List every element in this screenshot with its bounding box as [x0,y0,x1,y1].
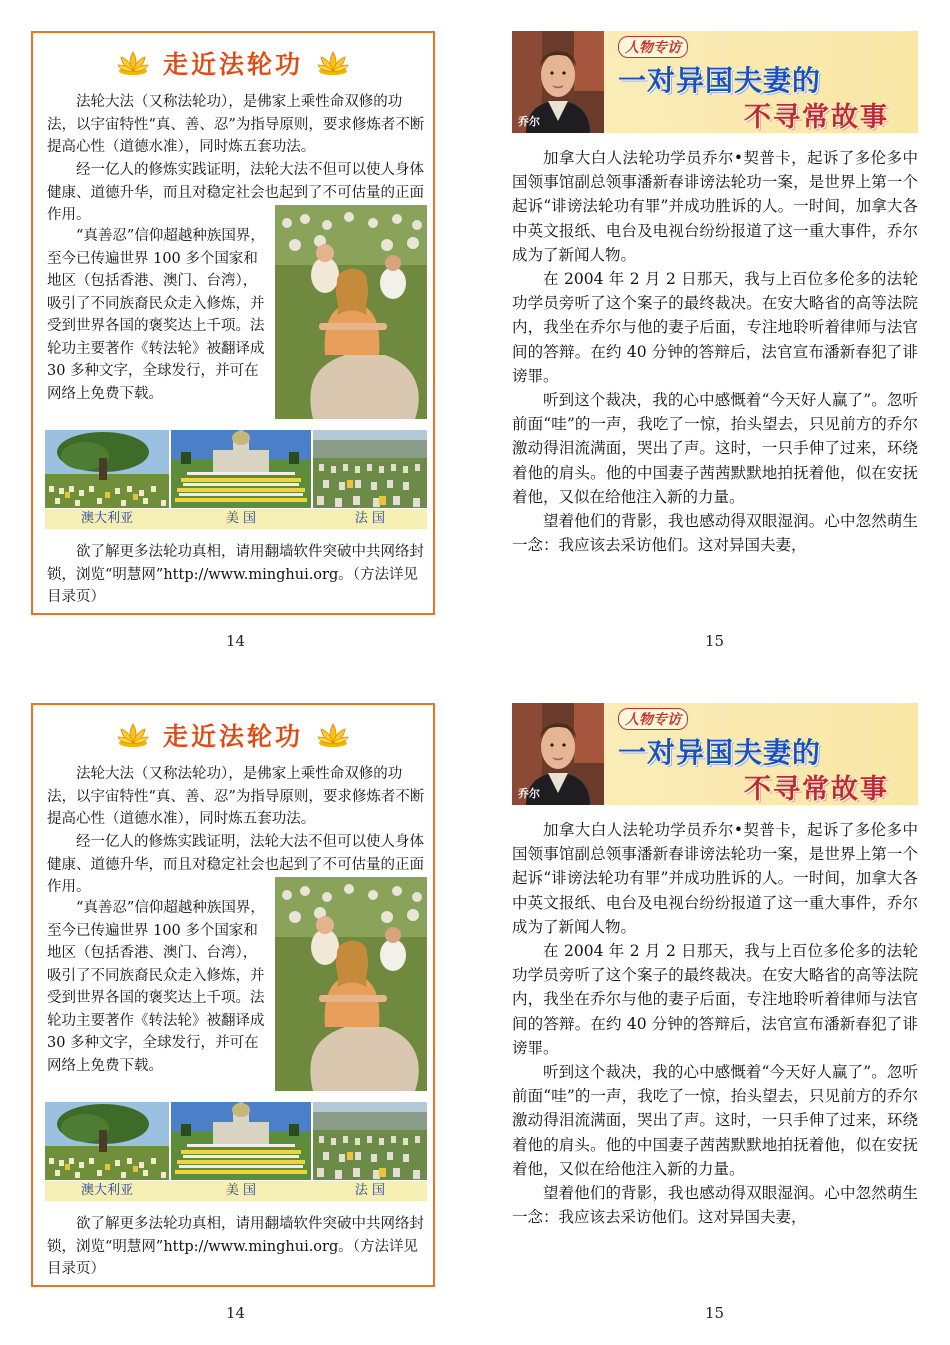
photo-caption-bar [45,509,427,529]
intro-paragraph: 法轮大法（又称法轮功），是佛家上乘性命双修的功法，以宇宙特性“真、善、忍”为指导原则，要求修炼者不断提高心性（道德水准），同时炼五套功法。 [47,766,425,827]
world-photos-strip [45,1102,427,1202]
spread-paragraph: “真善忍”信仰超越种族国界，至今已传遍世界 100 多个国家和地区（包括香港、澳门、台湾），吸引了不同族裔民众走入修炼，并受到世界各国的褒奖达上千项。法轮功主要著作《转法轮》被翻译成 30 多种文字，全球发行，并可在网络上免费下载。 [47,900,265,1074]
article-paragraph: 望着他们的背影，我也感动得双眼湿润。心中忽然萌生一念：我应该去采访他们。这对异国夫妻， [512,512,918,555]
usa-photo [171,430,311,508]
headline-line-2: 不寻常故事 [744,102,889,133]
portrait-photo [512,703,604,805]
portrait-name: 乔尔 [518,115,540,128]
lotus-icon [117,721,149,749]
world-photos-strip [45,430,427,530]
caption-usa: 美 国 [225,511,257,526]
lotus-icon [317,721,349,749]
article-paragraph: 在 2004 年 2 月 2 日那天，我与上百位多伦多的法轮功学员旁听了这个案子的最终裁决。在安大略省的高等法院内，我坐在乔尔与他的妻子后面，专注地聆听着律师与法官间的答辩。在约 40 分钟的答辩后，法官宣布潘新春犯了诽谤罪。 [512,270,918,385]
australia-photo [45,1102,169,1180]
left-page-title: 走近法轮功 [162,722,303,751]
caption-france: 法 国 [354,511,386,526]
usa-photo [171,1102,311,1180]
spread-paragraph-container [47,225,271,405]
caption-australia: 澳大利亚 [80,1183,133,1198]
france-photo [313,430,427,508]
article-paragraph: 加拿大白人法轮功学员乔尔•契普卡，起诉了多伦多中国领事馆副总领事潘新春诽谤法轮功一案，是世界上第一个起诉“诽谤法轮功有罪”并成功胜诉的人。一时间，加拿大各中英文报纸、电台及电视台纷纷报道了这一重大事件，乔尔成为了新闻人物。 [512,821,918,936]
article-body [512,818,918,1229]
portrait-photo [512,31,604,133]
headline-line-1: 一对异国夫妻的 [618,736,822,769]
title-row [33,715,433,755]
page-spread-bottom [0,672,950,1344]
page-number-right: 15 [705,632,725,650]
lotus-icon [317,49,349,77]
caption-usa: 美 国 [225,1183,257,1198]
photo-caption-bar [45,1181,427,1201]
title-row [33,43,433,83]
left-page-title: 走近法轮功 [162,50,303,79]
article-paragraph: 在 2004 年 2 月 2 日那天，我与上百位多伦多的法轮功学员旁听了这个案子的最终裁决。在安大略省的高等法院内，我坐在乔尔与他的妻子后面，专注地聆听着律师与法官间的答辩。在约 40 分钟的答辩后，法官宣布潘新春犯了诽谤罪。 [512,942,918,1057]
series-tag: 人物专访 [618,708,688,730]
article-paragraph: 听到这个裁决，我的心中感慨着“今天好人赢了”。忽听前面“哇”的一声，我吃了一惊，抬头望去，只见前方的乔尔激动得泪流满面，哭出了声。这时，一只手伸了过来，环绕着他的肩头。他的中国妻子茜茜默默地拍抚着他，似在安抚着他，又似在给他注入新的力量。 [512,391,918,506]
headline-line-2: 不寻常故事 [744,774,889,805]
meditation-photo [275,205,427,419]
meditation-photo [275,877,427,1091]
caption-france: 法 国 [354,1183,386,1198]
article-header-banner [512,31,918,133]
page-number-left: 14 [226,1304,246,1322]
page-spread-top [0,0,950,672]
more-info-paragraph: 欲了解更多法轮功真相，请用翻墙软件突破中共网络封锁，浏览“明慧网”http://www.minghui.org。（方法详见目录页） [47,544,424,605]
intro-paragraph: 法轮大法（又称法轮功），是佛家上乘性命双修的功法，以宇宙特性“真、善、忍”为指导原则，要求修炼者不断提高心性（道德水准），同时炼五套功法。 [47,94,425,155]
article-paragraph: 望着他们的背影，我也感动得双眼湿润。心中忽然萌生一念：我应该去采访他们。这对异国夫妻， [512,1184,918,1227]
spread-paragraph-container [47,897,271,1077]
page-number-right: 15 [705,1304,725,1322]
series-tag: 人物专访 [618,36,688,58]
falun-gong-info-box [31,703,435,1287]
portrait-name: 乔尔 [518,787,540,800]
australia-photo [45,430,169,508]
falun-gong-info-box [31,31,435,615]
headline-line-1: 一对异国夫妻的 [618,64,822,97]
lotus-icon [117,49,149,77]
caption-australia: 澳大利亚 [80,511,133,526]
spread-paragraph: “真善忍”信仰超越种族国界，至今已传遍世界 100 多个国家和地区（包括香港、澳门、台湾），吸引了不同族裔民众走入修炼，并受到世界各国的褒奖达上千项。法轮功主要著作《转法轮》被翻译成 30 多种文字，全球发行，并可在网络上免费下载。 [47,228,265,402]
benefits-paragraph: 经一亿人的修炼实践证明，法轮大法不但可以使人身体健康、道德升华，而且对稳定社会也起到了不可估量的正面作用。 [47,162,424,223]
france-photo [313,1102,427,1180]
page-number-left: 14 [226,632,246,650]
article-body [512,146,918,557]
benefits-paragraph: 经一亿人的修炼实践证明，法轮大法不但可以使人身体健康、道德升华，而且对稳定社会也起到了不可估量的正面作用。 [47,834,424,895]
article-paragraph: 听到这个裁决，我的心中感慨着“今天好人赢了”。忽听前面“哇”的一声，我吃了一惊，抬头望去，只见前方的乔尔激动得泪流满面，哭出了声。这时，一只手伸了过来，环绕着他的肩头。他的中国妻子茜茜默默地拍抚着他，似在安抚着他，又似在给他注入新的力量。 [512,1063,918,1178]
article-paragraph: 加拿大白人法轮功学员乔尔•契普卡，起诉了多伦多中国领事馆副总领事潘新春诽谤法轮功一案，是世界上第一个起诉“诽谤法轮功有罪”并成功胜诉的人。一时间，加拿大各中英文报纸、电台及电视台纷纷报道了这一重大事件，乔尔成为了新闻人物。 [512,149,918,264]
more-info-paragraph: 欲了解更多法轮功真相，请用翻墙软件突破中共网络封锁，浏览“明慧网”http://www.minghui.org。（方法详见目录页） [47,1216,424,1277]
article-header-banner [512,703,918,805]
